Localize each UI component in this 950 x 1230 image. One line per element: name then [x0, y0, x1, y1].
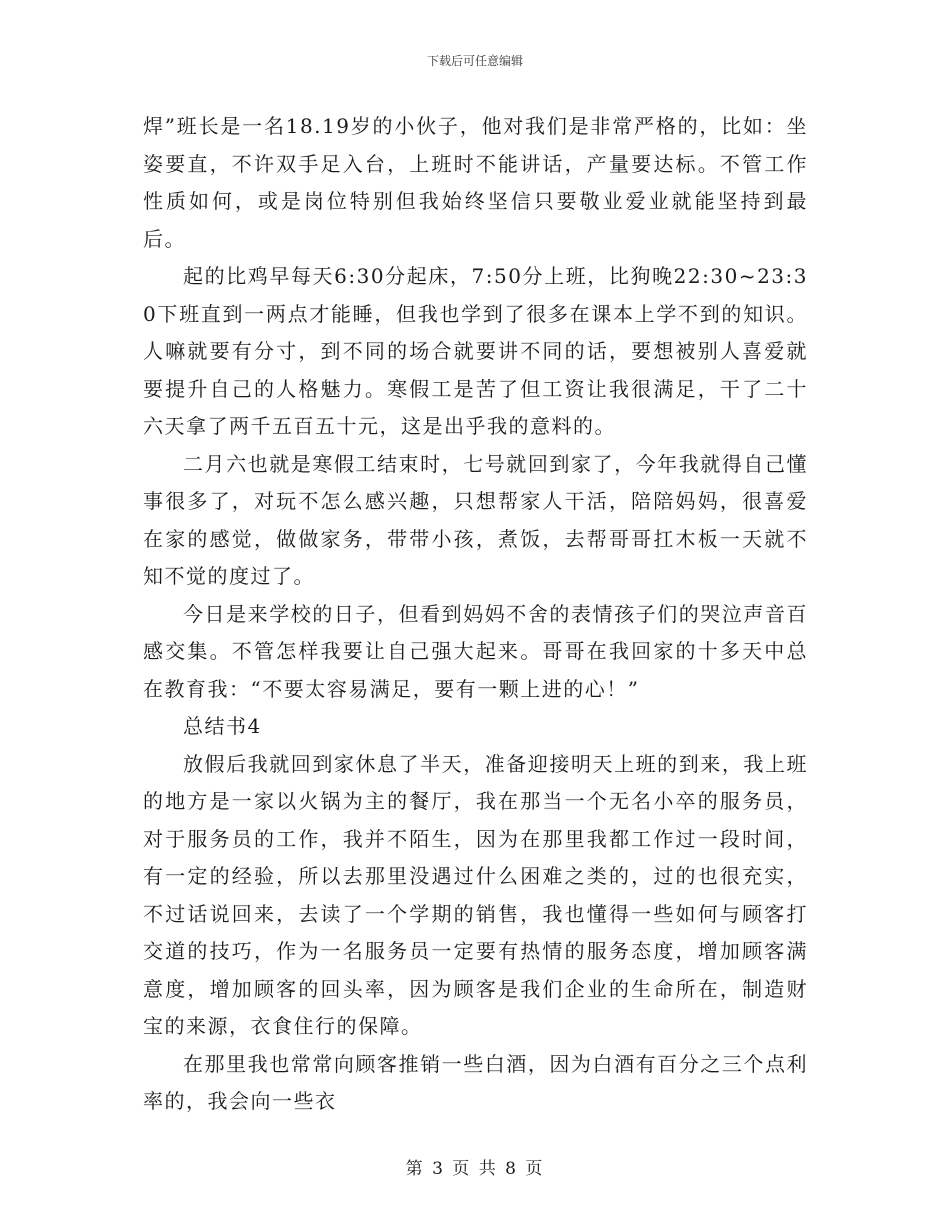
page-header: 下载后可任意编辑 — [426, 54, 523, 68]
paragraph-1: 焊”班长是一名18.19岁的小伙子，他对我们是非常严格的，比如：坐姿要直，不许双手足入台，上班时不能讲话，产量要达标。不管工作性质如何，或是岗位特别但我始终坚信只要敬业爱业就能坚持到最后。 — [143, 114, 808, 251]
document-body — [143, 108, 808, 1121]
paragraph-5: 放假后我就回到家休息了半天，准备迎接明天上班的到来，我上班的地方是一家以火锅为主的餐厅，我在那当一个无名小卒的服务员，对于服务员的工作，我并不陌生，因为在那里我都工作过一段时间，有一定的经验，所以去那里没遇过什么困难之类的，过的也很充实，不过话说回来，去读了一个学期的销售，我也懂得一些如何与顾客打交道的技巧，作为一名服务员一定要有热情的服务态度，增加顾客满意度，增加顾客的回头率，因为顾客是我们企业的生命所在，制造财宝的来源，衣食住行的保障。 — [143, 751, 808, 1038]
paragraph-6: 在那里我也常常向顾客推销一些白酒，因为白酒有百分之三个点利率的，我会向一些衣 — [143, 1051, 808, 1113]
page-footer: 第 3 页 共 8 页 — [405, 1159, 545, 1179]
section-heading: 总结书4 — [183, 714, 262, 738]
paragraph-3: 二月六也就是寒假工结束时，七号就回到家了，今年我就得自己懂事很多了，对玩不怎么感兴趣，只想帮家人干活，陪陪妈妈，很喜爱在家的感觉，做做家务，带带小孩，煮饭，去帮哥哥扛木板一天就不知不觉的度过了。 — [143, 451, 808, 588]
paragraph-4: 今日是来学校的日子，但看到妈妈不舍的表情孩子们的哭泣声音百感交集。不管怎样我要让自己强大起来。哥哥在我回家的十多天中总在教育我：“不要太容易满足，要有一颗上进的心！” — [143, 601, 808, 701]
paragraph-2: 起的比鸡早每天6:30分起床，7:50分上班，比狗晚22:30~23:30下班直到一两点才能睡，但我也学到了很多在课本上学不到的知识。人嘛就要有分寸，到不同的场合就要讲不同的话，要想被别人喜爱就要提升自己的人格魅力。寒假工是苦了但工资让我很满足，干了二十六天拿了两千五百五十元，这是出乎我的意料的。 — [143, 264, 808, 438]
